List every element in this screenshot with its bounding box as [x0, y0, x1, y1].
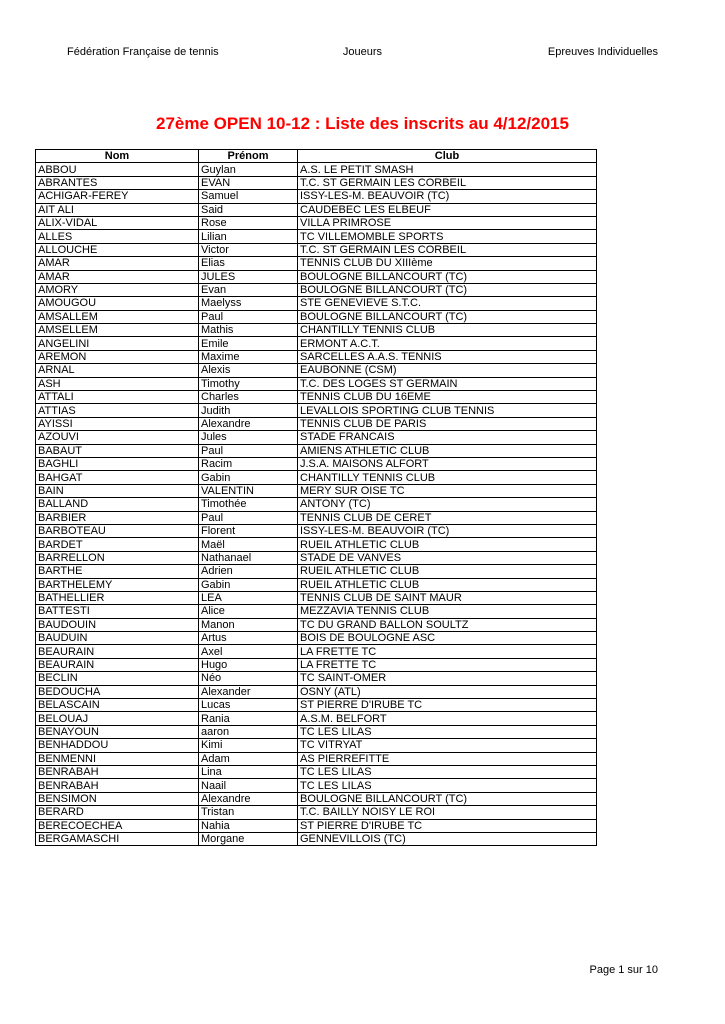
cell-prenom: Alexis	[199, 364, 298, 377]
cell-club: MEZZAVIA TENNIS CLUB	[298, 605, 597, 618]
cell-prenom: Evan	[199, 283, 298, 296]
cell-nom: ASH	[36, 377, 199, 390]
table-row	[36, 230, 597, 243]
table-row	[36, 832, 597, 845]
table-row	[36, 391, 597, 404]
table-row	[36, 632, 597, 645]
cell-club: GENNEVILLOIS (TC)	[298, 832, 597, 845]
table-row	[36, 699, 597, 712]
cell-nom: BATTESTI	[36, 605, 199, 618]
cell-prenom: Naail	[199, 779, 298, 792]
cell-club: STE GENEVIEVE S.T.C.	[298, 297, 597, 310]
cell-club: BOIS DE BOULOGNE ASC	[298, 632, 597, 645]
cell-club: VILLA PRIMROSE	[298, 216, 597, 229]
cell-prenom: Mathis	[199, 324, 298, 337]
cell-club: TC VILLEMOMBLE SPORTS	[298, 230, 597, 243]
cell-nom: AIT ALI	[36, 203, 199, 216]
cell-prenom: aaron	[199, 725, 298, 738]
page-header	[0, 46, 725, 60]
cell-prenom: LEA	[199, 591, 298, 604]
table-row	[36, 377, 597, 390]
cell-club: LEVALLOIS SPORTING CLUB TENNIS	[298, 404, 597, 417]
cell-prenom: Maël	[199, 538, 298, 551]
page-number: Page 1 sur 10	[589, 964, 658, 976]
cell-club: BOULOGNE BILLANCOURT (TC)	[298, 310, 597, 323]
cell-club: TC LES LILAS	[298, 779, 597, 792]
cell-nom: AYISSI	[36, 417, 199, 430]
cell-nom: BAUDOUIN	[36, 618, 199, 631]
cell-prenom: Artus	[199, 632, 298, 645]
cell-prenom: Nahia	[199, 819, 298, 832]
cell-nom: BENHADDOU	[36, 739, 199, 752]
cell-club: TENNIS CLUB DE PARIS	[298, 417, 597, 430]
cell-prenom: Kimi	[199, 739, 298, 752]
cell-club: RUEIL ATHLETIC CLUB	[298, 578, 597, 591]
cell-nom: BENRABAH	[36, 765, 199, 778]
cell-prenom: Alice	[199, 605, 298, 618]
cell-prenom: Guylan	[199, 163, 298, 176]
cell-prenom: Paul	[199, 511, 298, 524]
table-row	[36, 672, 597, 685]
cell-club: LA FRETTE TC	[298, 658, 597, 671]
cell-club: TC DU GRAND BALLON SOULTZ	[298, 618, 597, 631]
cell-club: TC SAINT-OMER	[298, 672, 597, 685]
cell-prenom: Victor	[199, 243, 298, 256]
cell-nom: BARRELLON	[36, 551, 199, 564]
cell-club: RUEIL ATHLETIC CLUB	[298, 538, 597, 551]
cell-club: A.S. LE PETIT SMASH	[298, 163, 597, 176]
cell-nom: AMAR	[36, 270, 199, 283]
cell-prenom: Adam	[199, 752, 298, 765]
cell-nom: BENMENNI	[36, 752, 199, 765]
cell-club: TENNIS CLUB DE SAINT MAUR	[298, 591, 597, 604]
table-row	[36, 819, 597, 832]
cell-nom: BERARD	[36, 806, 199, 819]
cell-club: J.S.A. MAISONS ALFORT	[298, 457, 597, 470]
cell-prenom: VALENTIN	[199, 484, 298, 497]
cell-prenom: Hugo	[199, 658, 298, 671]
cell-club: AMIENS ATHLETIC CLUB	[298, 444, 597, 457]
cell-club: EAUBONNE (CSM)	[298, 364, 597, 377]
table-row	[36, 591, 597, 604]
cell-club: T.C. DES LOGES ST GERMAIN	[298, 377, 597, 390]
cell-club: ST PIERRE D'IRUBE TC	[298, 819, 597, 832]
table-row	[36, 685, 597, 698]
cell-club: SARCELLES A.A.S. TENNIS	[298, 350, 597, 363]
cell-prenom: Elias	[199, 257, 298, 270]
cell-prenom: Néo	[199, 672, 298, 685]
table-row	[36, 484, 597, 497]
table-row	[36, 725, 597, 738]
table-row	[36, 350, 597, 363]
cell-club: TENNIS CLUB DU XIIIème	[298, 257, 597, 270]
cell-nom: ATTIAS	[36, 404, 199, 417]
cell-prenom: Gabin	[199, 578, 298, 591]
page-title: 27ème OPEN 10-12 : Liste des inscrits au 4/12/2015	[156, 114, 569, 133]
cell-prenom: Said	[199, 203, 298, 216]
table-row	[36, 203, 597, 216]
cell-nom: ATTALI	[36, 391, 199, 404]
cell-nom: ANGELINI	[36, 337, 199, 350]
column-header-prenom: Prénom	[199, 150, 298, 163]
table-row	[36, 471, 597, 484]
cell-nom: BATHELLIER	[36, 591, 199, 604]
cell-nom: BAHGAT	[36, 471, 199, 484]
cell-nom: BARTHELEMY	[36, 578, 199, 591]
table-row	[36, 243, 597, 256]
table-row	[36, 578, 597, 591]
cell-nom: ALIX-VIDAL	[36, 216, 199, 229]
cell-prenom: Timothée	[199, 498, 298, 511]
cell-nom: BENSIMON	[36, 792, 199, 805]
table-row	[36, 417, 597, 430]
cell-nom: ARNAL	[36, 364, 199, 377]
cell-nom: BARBOTEAU	[36, 524, 199, 537]
table-row	[36, 283, 597, 296]
column-header-nom: Nom	[36, 150, 199, 163]
table-row	[36, 712, 597, 725]
cell-prenom: Rose	[199, 216, 298, 229]
cell-nom: BALLAND	[36, 498, 199, 511]
cell-club: BOULOGNE BILLANCOURT (TC)	[298, 270, 597, 283]
table-row	[36, 658, 597, 671]
cell-nom: BEDOUCHA	[36, 685, 199, 698]
cell-club: TENNIS CLUB DE CERET	[298, 511, 597, 524]
cell-prenom: Morgane	[199, 832, 298, 845]
cell-prenom: Paul	[199, 444, 298, 457]
cell-prenom: Racim	[199, 457, 298, 470]
cell-nom: BEAURAIN	[36, 645, 199, 658]
cell-nom: BARDET	[36, 538, 199, 551]
cell-prenom: Alexandre	[199, 792, 298, 805]
cell-nom: BAUDUIN	[36, 632, 199, 645]
cell-club: ISSY-LES-M. BEAUVOIR (TC)	[298, 524, 597, 537]
cell-club: CHANTILLY TENNIS CLUB	[298, 471, 597, 484]
cell-prenom: Jules	[199, 431, 298, 444]
cell-prenom: EVAN	[199, 176, 298, 189]
cell-club: MERY SUR OISE TC	[298, 484, 597, 497]
table-row	[36, 792, 597, 805]
cell-nom: BENAYOUN	[36, 725, 199, 738]
header-event-type: Epreuves Individuelles	[547, 46, 658, 58]
cell-prenom: Axel	[199, 645, 298, 658]
cell-prenom: Charles	[199, 391, 298, 404]
cell-prenom: Samuel	[199, 190, 298, 203]
table-row	[36, 538, 597, 551]
cell-club: TC VITRYAT	[298, 739, 597, 752]
table-row	[36, 324, 597, 337]
cell-nom: ACHIGAR-FEREY	[36, 190, 199, 203]
cell-club: T.C. BAILLY NOISY LE ROI	[298, 806, 597, 819]
table-row	[36, 310, 597, 323]
cell-club: ST PIERRE D'IRUBE TC	[298, 699, 597, 712]
cell-club: TENNIS CLUB DU 16EME	[298, 391, 597, 404]
cell-nom: BELASCAIN	[36, 699, 199, 712]
table-row	[36, 511, 597, 524]
cell-club: OSNY (ATL)	[298, 685, 597, 698]
cell-nom: BAIN	[36, 484, 199, 497]
table-row	[36, 176, 597, 189]
cell-nom: AMSALLEM	[36, 310, 199, 323]
cell-prenom: Manon	[199, 618, 298, 631]
table-row	[36, 565, 597, 578]
table-row	[36, 431, 597, 444]
cell-nom: BELOUAJ	[36, 712, 199, 725]
cell-nom: BERECOECHEA	[36, 819, 199, 832]
table-row	[36, 551, 597, 564]
cell-nom: BECLIN	[36, 672, 199, 685]
cell-club: STADE FRANCAIS	[298, 431, 597, 444]
header-players: Joueurs	[342, 46, 383, 58]
cell-prenom: Judith	[199, 404, 298, 417]
cell-prenom: Adrien	[199, 565, 298, 578]
cell-nom: BARBIER	[36, 511, 199, 524]
cell-club: LA FRETTE TC	[298, 645, 597, 658]
table-row	[36, 297, 597, 310]
cell-nom: BEAURAIN	[36, 658, 199, 671]
cell-club: T.C. ST GERMAIN LES CORBEIL	[298, 176, 597, 189]
cell-club: BOULOGNE BILLANCOURT (TC)	[298, 283, 597, 296]
cell-nom: AZOUVI	[36, 431, 199, 444]
table-row	[36, 444, 597, 457]
cell-nom: ALLOUCHE	[36, 243, 199, 256]
cell-nom: AMOUGOU	[36, 297, 199, 310]
table-row	[36, 618, 597, 631]
cell-club: AS PIERREFITTE	[298, 752, 597, 765]
cell-prenom: Lina	[199, 765, 298, 778]
cell-prenom: Maxime	[199, 350, 298, 363]
cell-nom: AMSELLEM	[36, 324, 199, 337]
cell-club: ERMONT A.C.T.	[298, 337, 597, 350]
table-row	[36, 163, 597, 176]
cell-club: ISSY-LES-M. BEAUVOIR (TC)	[298, 190, 597, 203]
table-row	[36, 645, 597, 658]
table-row	[36, 216, 597, 229]
cell-nom: ABRANTES	[36, 176, 199, 189]
cell-prenom: Lucas	[199, 699, 298, 712]
cell-prenom: Maelyss	[199, 297, 298, 310]
cell-nom: BERGAMASCHI	[36, 832, 199, 845]
table-row	[36, 364, 597, 377]
cell-club: T.C. ST GERMAIN LES CORBEIL	[298, 243, 597, 256]
cell-nom: AMAR	[36, 257, 199, 270]
cell-prenom: Florent	[199, 524, 298, 537]
cell-nom: BENRABAH	[36, 779, 199, 792]
registrants-table	[35, 149, 597, 846]
cell-prenom: JULES	[199, 270, 298, 283]
table-row	[36, 806, 597, 819]
cell-prenom: Emile	[199, 337, 298, 350]
cell-prenom: Rania	[199, 712, 298, 725]
table-row	[36, 739, 597, 752]
cell-prenom: Gabin	[199, 471, 298, 484]
cell-club: ANTONY (TC)	[298, 498, 597, 511]
header-federation: Fédération Française de tennis	[67, 46, 219, 58]
cell-club: TC LES LILAS	[298, 765, 597, 778]
cell-club: RUEIL ATHLETIC CLUB	[298, 565, 597, 578]
cell-nom: BAGHLI	[36, 457, 199, 470]
cell-nom: ALLES	[36, 230, 199, 243]
table-row	[36, 779, 597, 792]
cell-club: CAUDEBEC LES ELBEUF	[298, 203, 597, 216]
cell-prenom: Lilian	[199, 230, 298, 243]
table-row	[36, 752, 597, 765]
table-row	[36, 270, 597, 283]
cell-prenom: Tristan	[199, 806, 298, 819]
table-row	[36, 190, 597, 203]
cell-nom: AMORY	[36, 283, 199, 296]
cell-prenom: Nathanael	[199, 551, 298, 564]
cell-club: CHANTILLY TENNIS CLUB	[298, 324, 597, 337]
cell-club: TC LES LILAS	[298, 725, 597, 738]
cell-prenom: Timothy	[199, 377, 298, 390]
table-row	[36, 337, 597, 350]
table-row	[36, 524, 597, 537]
cell-nom: BABAUT	[36, 444, 199, 457]
cell-prenom: Paul	[199, 310, 298, 323]
table-row	[36, 404, 597, 417]
table-row	[36, 257, 597, 270]
table-row	[36, 765, 597, 778]
table-header-row	[36, 150, 597, 163]
column-header-club: Club	[298, 150, 597, 163]
cell-club: STADE DE VANVES	[298, 551, 597, 564]
table-row	[36, 498, 597, 511]
cell-nom: ABBOU	[36, 163, 199, 176]
cell-club: BOULOGNE BILLANCOURT (TC)	[298, 792, 597, 805]
cell-nom: BARTHE	[36, 565, 199, 578]
table-row	[36, 605, 597, 618]
cell-club: A.S.M. BELFORT	[298, 712, 597, 725]
cell-nom: AREMON	[36, 350, 199, 363]
cell-prenom: Alexandre	[199, 417, 298, 430]
table-row	[36, 457, 597, 470]
cell-prenom: Alexander	[199, 685, 298, 698]
